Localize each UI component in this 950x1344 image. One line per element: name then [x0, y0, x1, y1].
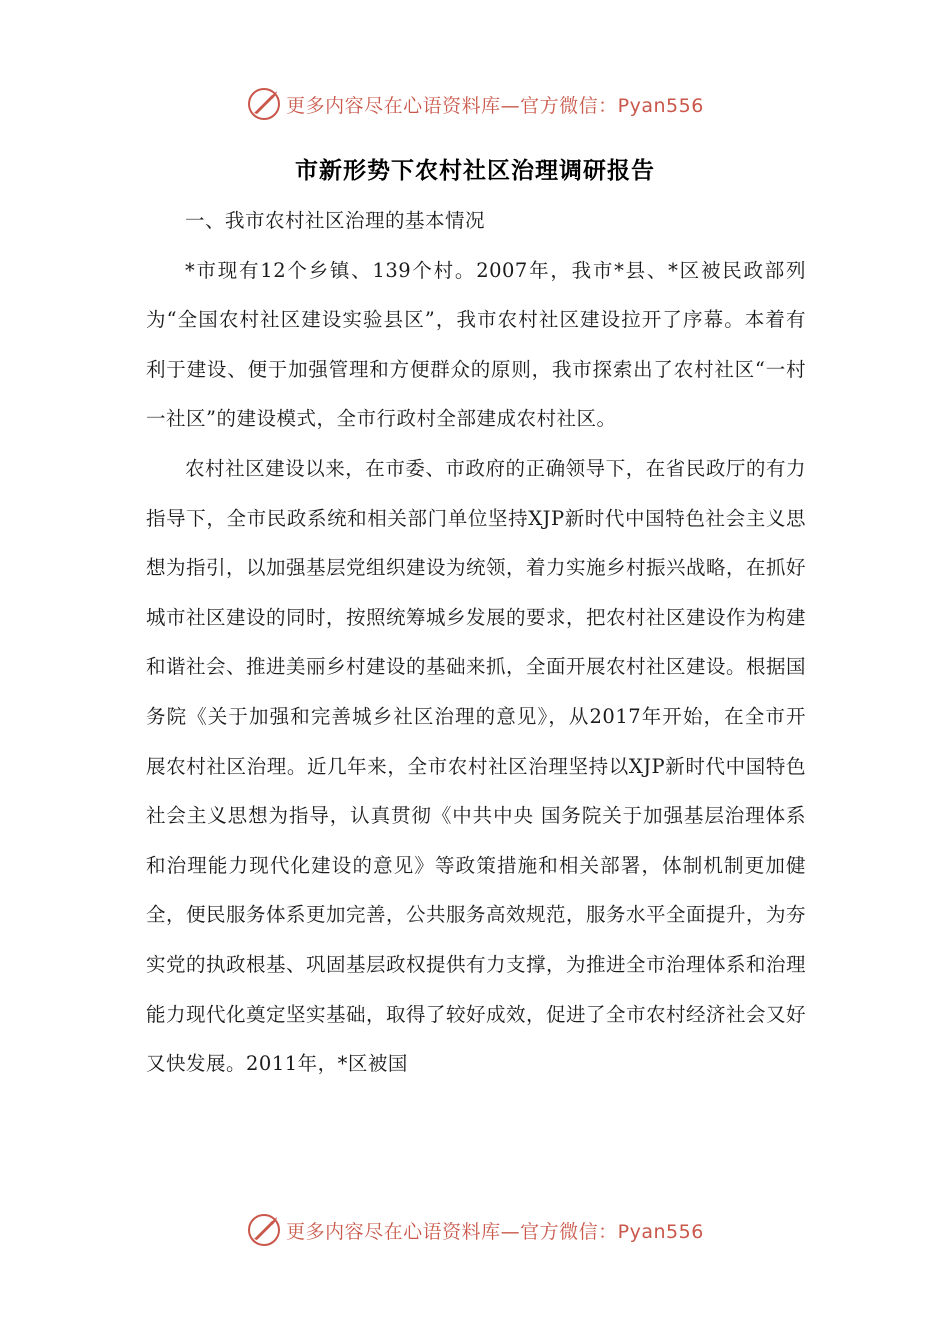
- quill-logo-icon: [246, 1212, 282, 1248]
- paragraph-2: 农村社区建设以来，在市委、市政府的正确领导下，在省民政厅的有力指导下，全市民政系统和相关部门单位坚持XJP新时代中国特色社会主义思想为指引，以加强基层党组织建设为统领，着力实施乡村振兴战略，在抓好城市社区建设的同时，按照统筹城乡发展的要求，把农村社区建设作为构建和谐社会、推进美丽乡村建设的基础来抓，全面开展农村社区建设。根据国务院《关于加强和完善城乡社区治理的意见》，从2017年开始，在全市开展农村社区治理。近几年来，全市农村社区治理坚持以XJP新时代中国特色社会主义思想为指导，认真贯彻《中共中央 国务院关于加强基层治理体系和治理能力现代化建设的意见》等政策措施和相关部署，体制机制更加健全，便民服务体系更加完善，公共服务高效规范，服务水平全面提升，为夯实党的执政根基、巩固基层政权提供有力支撑，为推进全市治理体系和治理能力现代化奠定坚实基础，取得了较好成效，促进了全市农村经济社会又好又快发展。2011年，*区被国: [146, 456, 807, 1076]
- watermark-banner-bottom: [0, 1210, 950, 1250]
- section-heading: 一、我市农村社区治理的基本情况: [185, 209, 486, 232]
- watermark-text-top: 更多内容尽在心语资料库—官方微信：Pyan556: [286, 94, 704, 117]
- quill-logo-icon: [246, 86, 282, 122]
- watermark-banner-top: [0, 84, 950, 124]
- document-body: [146, 196, 806, 1089]
- paragraph-1: *市现有12个乡镇、139个村。2007年，我市*县、*区被民政部列为“全国农村社区建设实验县区”，我市农村社区建设拉开了序幕。本着有利于建设、便于加强管理和方便群众的原则，我市探索出了农村社区“一村一社区”的建设模式，全市行政村全部建成农村社区。: [146, 258, 806, 431]
- document-title: 市新形势下农村社区治理调研报告: [295, 157, 655, 184]
- watermark-text-bottom: 更多内容尽在心语资料库—官方微信：Pyan556: [286, 1220, 704, 1243]
